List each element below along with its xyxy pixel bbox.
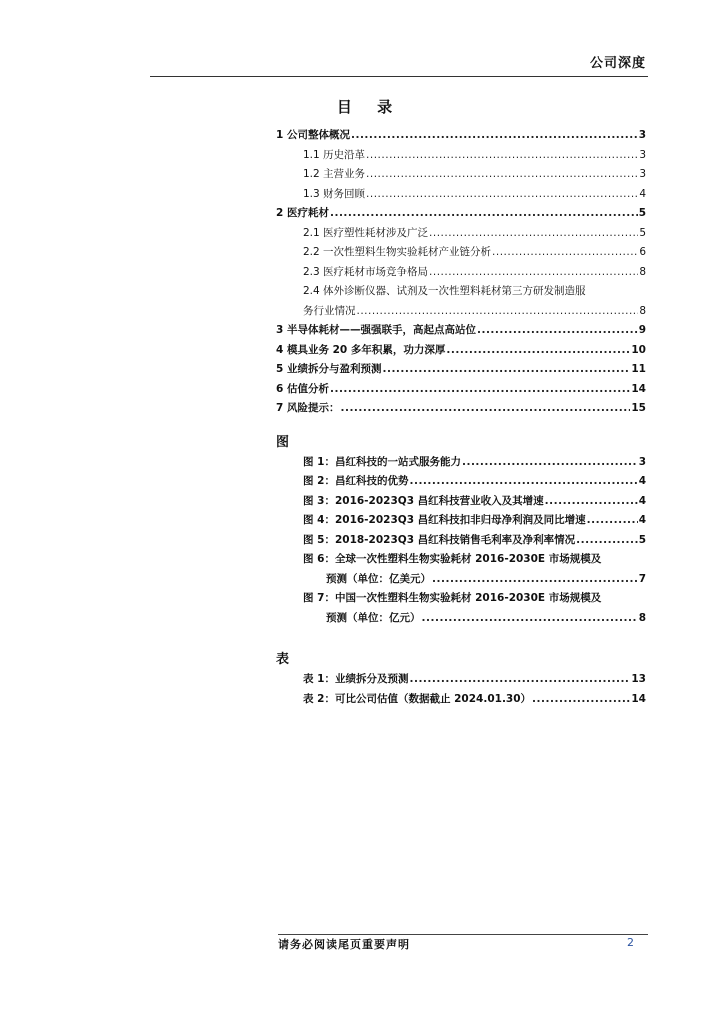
tables-heading: 表 <box>276 652 290 667</box>
figure-entry-label-line2: 预测（单位：亿美元） <box>326 572 431 585</box>
toc-entry-page: 3 <box>638 129 646 141</box>
toc-entry-label: 6 估值分析 <box>276 382 329 395</box>
toc-entry-label: 1.2 主营业务 <box>303 168 366 180</box>
toc-entry-page: 9 <box>638 324 646 336</box>
toc-entry-page: 11 <box>631 363 646 375</box>
toc-entry-7[interactable] <box>276 399 646 419</box>
toc-entry-label: 5 业绩拆分与盈利预测 <box>276 363 382 375</box>
toc-entry-label: 2.1 医疗塑性耗材涉及广泛 <box>303 226 429 239</box>
toc-entry-page: 5 <box>638 207 646 219</box>
toc-entry-1-2[interactable] <box>276 165 646 185</box>
toc-entry-label-line1: 2.4 体外诊断仪器、试剂及一次性塑料耗材第三方研发制造服 <box>303 285 586 297</box>
toc-entry-5[interactable] <box>276 360 646 380</box>
toc-entry-page: 3 <box>639 148 646 161</box>
figure-entry-label-line1: 图 6：全球一次性塑料生物实验耗材 2016-2030E 市场规模及 <box>303 553 602 565</box>
toc-entry-label: 3 半导体耗材——强强联手，高起点高站位 <box>276 324 476 336</box>
toc-entry-6[interactable] <box>276 380 646 400</box>
figure-entry-2[interactable] <box>276 472 646 492</box>
figure-entry-label: 图 2：昌红科技的优势 <box>303 475 409 487</box>
figure-entry-6[interactable] <box>276 550 646 589</box>
toc-entry-page: 8 <box>639 304 646 317</box>
figure-entry-page: 3 <box>638 455 646 468</box>
figure-entry-label: 图 4：2016-2023Q3 昌红科技扣非归母净利润及同比增速 <box>303 514 586 526</box>
toc-entry-label: 2.2 一次性塑料生物实验耗材产业链分析 <box>303 246 492 258</box>
toc-entry-1[interactable] <box>276 126 646 146</box>
footer-disclaimer: 请务必阅读尾页重要声明 <box>278 938 410 951</box>
toc-entry-page: 15 <box>631 402 646 414</box>
toc-entry-label: 7 风险提示： <box>276 402 340 414</box>
toc-entry-2-4[interactable] <box>276 282 646 321</box>
figure-entry-4[interactable] <box>276 511 646 531</box>
toc-title: 目 录 <box>336 98 403 116</box>
table-entry-page: 14 <box>631 692 646 705</box>
toc-entry-page: 6 <box>639 246 646 258</box>
table-entry-label: 表 1：业绩拆分及预测 <box>303 673 409 685</box>
toc-entry-4[interactable] <box>276 341 646 361</box>
figure-entry-page: 7 <box>638 572 646 585</box>
toc-entry-3[interactable] <box>276 321 646 341</box>
figures-heading: 图 <box>276 434 290 450</box>
figure-entry-label-line2: 预测（单位：亿元） <box>326 611 421 624</box>
table-entry-page: 13 <box>631 673 646 685</box>
figure-entry-page: 4 <box>638 494 646 507</box>
table-entry-label: 表 2：可比公司估值（数据截止 2024.01.30） <box>303 692 532 705</box>
figure-entry-page: 4 <box>638 475 646 487</box>
toc-entry-1-1[interactable] <box>276 146 646 166</box>
footer-divider <box>278 934 648 935</box>
figure-entry-5[interactable] <box>276 531 646 551</box>
toc-entry-label: 2 医疗耗材 <box>276 207 329 219</box>
figure-entry-page: 4 <box>638 514 646 526</box>
figure-entry-label: 图 3：2016-2023Q3 昌红科技营业收入及其增速 <box>303 494 544 507</box>
toc-entry-page: 8 <box>639 265 646 278</box>
toc-entry-2-2[interactable] <box>276 243 646 263</box>
toc-entry-page: 5 <box>639 226 646 239</box>
figure-entry-label: 图 5：2018-2023Q3 昌红科技销售毛利率及净利率情况 <box>303 533 576 546</box>
figure-entry-page: 5 <box>638 533 646 546</box>
toc-entry-page: 4 <box>639 187 646 200</box>
toc-entry-2-3[interactable] <box>276 263 646 283</box>
toc-entry-page: 14 <box>631 382 646 395</box>
toc-entry-label: 2.3 医疗耗材市场竞争格局 <box>303 265 429 278</box>
toc-entry-2-1[interactable] <box>276 224 646 244</box>
toc-entry-label: 4 模具业务 20 多年积累，功力深厚 <box>276 343 446 356</box>
figure-entry-3[interactable] <box>276 492 646 512</box>
toc-entry-label: 1 公司整体概况 <box>276 129 350 141</box>
toc-entry-page: 3 <box>639 168 646 180</box>
header-label: 公司深度 <box>589 56 646 71</box>
toc-entry-1-3[interactable] <box>276 185 646 205</box>
page-number: 2 <box>627 936 634 949</box>
toc-entry-page: 10 <box>631 343 646 356</box>
toc-entry-label: 1.3 财务回顾 <box>303 187 366 200</box>
table-of-contents <box>276 126 646 709</box>
toc-entry-2[interactable] <box>276 204 646 224</box>
figure-entry-page: 8 <box>638 611 646 624</box>
figure-entry-label: 图 1：昌红科技的一站式服务能力 <box>303 455 461 468</box>
figure-entry-1[interactable] <box>276 453 646 473</box>
table-entry-1[interactable] <box>276 670 646 690</box>
toc-entry-label-line2: 务行业情况 <box>303 304 356 317</box>
header-divider <box>150 76 648 77</box>
toc-entry-label: 1.1 历史沿革 <box>303 148 366 161</box>
figure-entry-7[interactable] <box>276 589 646 628</box>
figure-entry-label-line1: 图 7：中国一次性塑料生物实验耗材 2016-2030E 市场规模及 <box>303 592 602 604</box>
table-entry-2[interactable] <box>276 690 646 710</box>
